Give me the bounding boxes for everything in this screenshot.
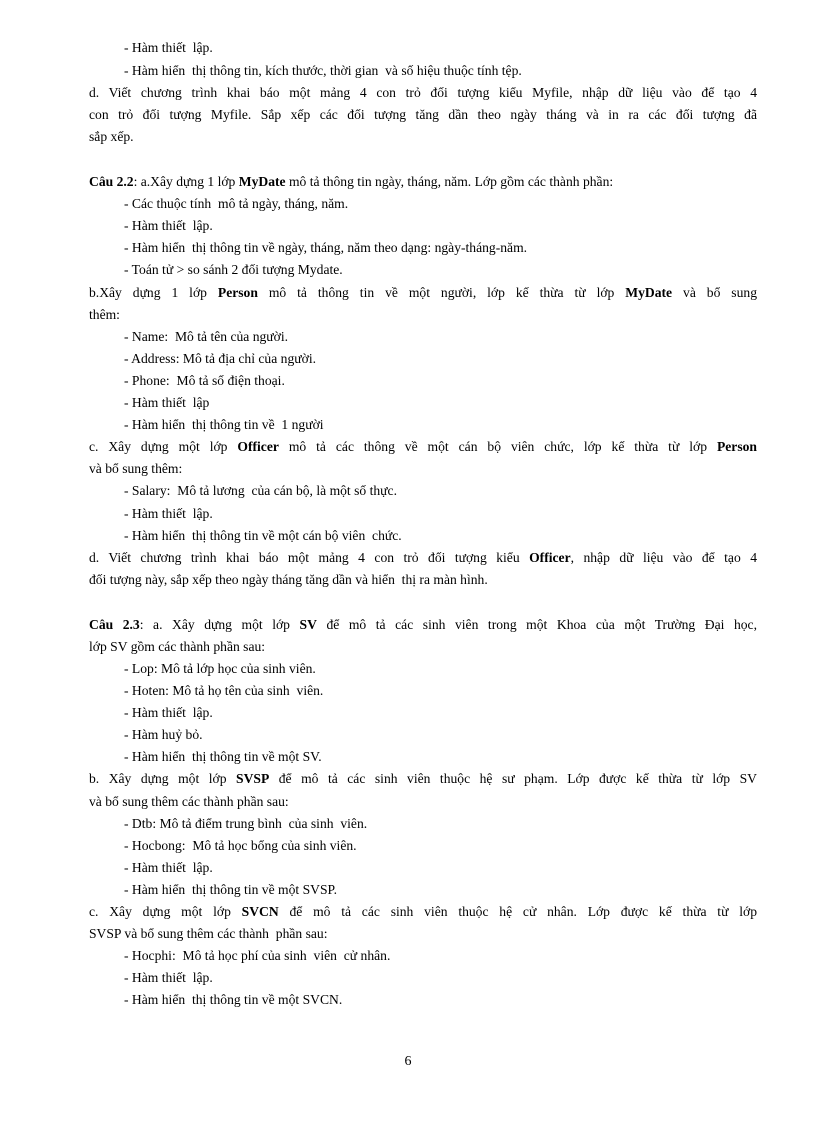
class-name: Officer <box>237 439 279 454</box>
paragraph-line: và bổ sung thêm: <box>89 461 183 476</box>
question-label: Câu 2.3 <box>89 617 140 632</box>
list-item: - Toán tử > so sánh 2 đối tượng Mydate. <box>124 262 343 277</box>
list-item: - Hàm thiết lập. <box>124 40 213 55</box>
paragraph-line: thêm: <box>89 307 120 322</box>
class-name: MyDate <box>625 285 673 300</box>
list-item: - Các thuộc tính mô tả ngày, tháng, năm. <box>124 196 349 211</box>
list-item: - Phone: Mô tả số điện thoại. <box>124 373 285 388</box>
class-name: MyDate <box>238 174 286 189</box>
paragraph-line: b. Xây dựng một lớp SVSP để mô tả các sinh viên thuộc hệ sư phạm. Lớp được kế thừa từ lớp SV <box>89 771 757 786</box>
paragraph-line: d. Viết chương trình khai báo một mảng 4 con trỏ đối tượng kiểu Myfile, nhập dữ liệu vào để tạo 4 <box>89 85 757 100</box>
paragraph-line: b.Xây dựng 1 lớp Person mô tả thông tin về một người, lớp kế thừa từ lớp MyDate và bổ sung <box>89 285 757 300</box>
list-item: - Hoten: Mô tả họ tên của sinh viên. <box>124 683 324 698</box>
list-item: - Hàm thiết lập <box>124 395 210 410</box>
list-item: - Name: Mô tả tên của người. <box>124 329 289 344</box>
question-label: Câu 2.2 <box>89 174 134 189</box>
list-item: - Salary: Mô tả lương của cán bộ, là một số thực. <box>124 483 397 498</box>
paragraph-line: con trỏ đối tượng Myfile. Sắp xếp các đối tượng tăng dần theo ngày tháng và in ra các đối tượng đã <box>89 107 757 122</box>
class-name: SV <box>299 617 317 632</box>
list-item: - Hàm hiển thị thông tin về ngày, tháng, năm theo dạng: ngày-tháng-năm. <box>124 240 528 255</box>
list-item: - Hàm thiết lập. <box>124 506 213 521</box>
class-name: SVSP <box>236 771 270 786</box>
paragraph-line: đối tượng này, sắp xếp theo ngày tháng tăng dần và hiển thị ra màn hình. <box>89 572 488 587</box>
paragraph-line: sắp xếp. <box>89 129 134 144</box>
list-item: - Hàm huỷ bỏ. <box>124 727 203 742</box>
list-item: - Address: Mô tả địa chỉ của người. <box>124 351 316 366</box>
list-item: - Hàm thiết lập. <box>124 860 213 875</box>
list-item: - Hàm hiển thị thông tin về một SVSP. <box>124 882 337 897</box>
list-item: - Hocbong: Mô tả học bổng của sinh viên. <box>124 838 357 853</box>
list-item: - Hàm thiết lập. <box>124 970 213 985</box>
paragraph-line: lớp SV gồm các thành phần sau: <box>89 639 266 654</box>
page-number: 6 <box>404 1054 412 1069</box>
list-item: - Lop: Mô tả lớp học của sinh viên. <box>124 661 316 676</box>
list-item: - Hàm thiết lập. <box>124 218 213 233</box>
class-name: Officer <box>529 550 571 565</box>
list-item: - Dtb: Mô tả điểm trung bình của sinh viên. <box>124 816 368 831</box>
list-item: - Hàm hiển thị thông tin về một cán bộ viên chức. <box>124 528 402 543</box>
question-heading: Câu 2.3: a. Xây dựng một lớp SV để mô tả các sinh viên trong một Khoa của một Trường Đại học, <box>89 617 757 632</box>
list-item: - Hàm hiển thị thông tin về một SV. <box>124 749 322 764</box>
list-item: - Hàm hiển thị thông tin, kích thước, thời gian và số hiệu thuộc tính tệp. <box>124 63 522 78</box>
paragraph-line: SVSP và bổ sung thêm các thành phần sau: <box>89 926 328 941</box>
class-name: SVCN <box>241 904 279 919</box>
list-item: - Hàm hiển thị thông tin về một SVCN. <box>124 992 343 1007</box>
list-item: - Hàm thiết lập. <box>124 705 213 720</box>
class-name: Person <box>716 439 757 454</box>
class-name: Person <box>217 285 258 300</box>
question-heading: Câu 2.2: a.Xây dựng 1 lớp MyDate mô tả thông tin ngày, tháng, năm. Lớp gồm các thành phần: <box>89 174 614 189</box>
paragraph-line: d. Viết chương trình khai báo một mảng 4 con trỏ đối tượng kiểu Officer, nhập dữ liệu vào để tạo 4 <box>89 550 757 565</box>
list-item: - Hocphi: Mô tả học phí của sinh viên cử nhân. <box>124 948 391 963</box>
paragraph-line: c. Xây dựng một lớp Officer mô tả các thông về một cán bộ viên chức, lớp kế thừa từ lớp Person <box>89 439 757 454</box>
list-item: - Hàm hiển thị thông tin về 1 người <box>124 417 324 432</box>
paragraph-line: c. Xây dựng một lớp SVCN để mô tả các sinh viên thuộc hệ cử nhân. Lớp được kế thừa từ lớp <box>89 904 757 919</box>
paragraph-line: và bổ sung thêm các thành phần sau: <box>89 794 289 809</box>
